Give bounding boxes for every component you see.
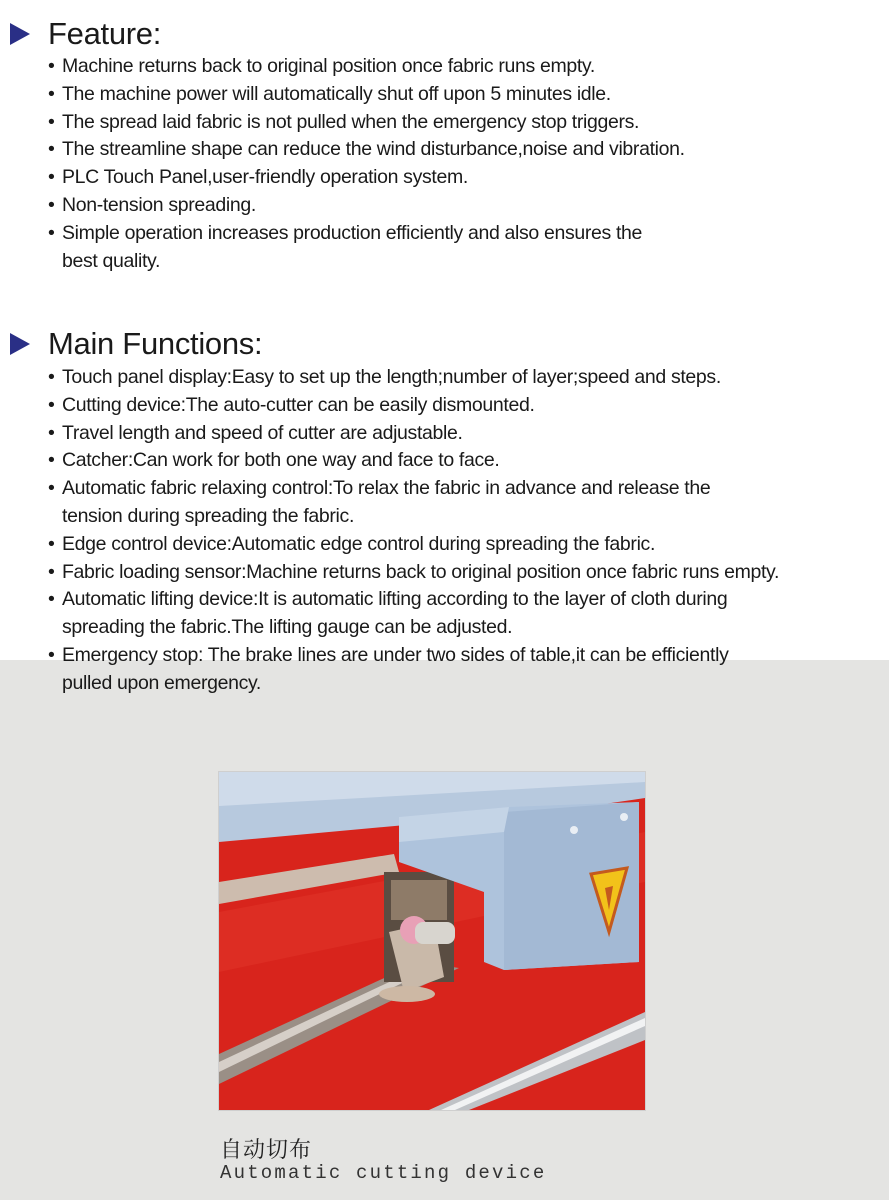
list-item: [48, 53, 883, 81]
bullet-dot-icon: •: [48, 588, 55, 611]
bullet-dot-icon: •: [48, 138, 55, 161]
list-item-text: Emergency stop: The brake lines are under two sides of table,it can be efficiently: [62, 643, 729, 666]
bullet-dot-icon: •: [48, 421, 55, 444]
list-item-text: The streamline shape can reduce the wind disturbance,noise and vibration.: [62, 138, 685, 161]
list-item: [48, 392, 883, 420]
bullet-dot-icon: •: [48, 110, 55, 133]
main-functions-heading: [10, 324, 262, 364]
list-item-text: best quality.: [62, 249, 161, 272]
photo-caption-english: Automatic cutting device: [220, 1162, 547, 1184]
list-item: [48, 447, 883, 475]
list-item-text: Fabric loading sensor:Machine returns back to original position once fabric runs empty.: [62, 560, 780, 583]
bullet-dot-icon: •: [48, 393, 55, 416]
feature-list: [48, 53, 883, 275]
list-item-text: Touch panel display:Easy to set up the length;number of layer;speed and steps.: [62, 366, 721, 388]
list-item: [48, 586, 883, 642]
list-item: [48, 531, 883, 559]
list-item: [48, 559, 883, 587]
bullet-dot-icon: •: [48, 366, 55, 388]
feature-title: Feature:: [48, 16, 162, 51]
cutting-device-photo: [218, 771, 646, 1111]
list-item-text: PLC Touch Panel,user-friendly operation system.: [62, 166, 468, 189]
list-item-text: The machine power will automatically shut off upon 5 minutes idle.: [62, 82, 611, 105]
bullet-dot-icon: •: [48, 166, 55, 189]
list-item: [48, 164, 883, 192]
list-item-text: The spread laid fabric is not pulled when the emergency stop triggers.: [62, 110, 640, 133]
list-item: [48, 364, 883, 392]
main-functions-title: Main Functions:: [48, 326, 263, 361]
list-item-text: Edge control device:Automatic edge control during spreading the fabric.: [62, 532, 656, 555]
list-item-text: Automatic fabric relaxing control:To relax the fabric in advance and release the: [62, 477, 711, 500]
list-item-text: Cutting device:The auto-cutter can be easily dismounted.: [62, 393, 535, 416]
list-item-text: Automatic lifting device:It is automatic lifting according to the layer of cloth during: [62, 588, 728, 611]
list-item-text: spreading the fabric.The lifting gauge can be adjusted.: [62, 616, 513, 639]
bullet-dot-icon: •: [48, 449, 55, 472]
list-item: [48, 420, 883, 448]
list-item: [48, 136, 883, 164]
bullet-dot-icon: •: [48, 82, 55, 105]
bullet-dot-icon: •: [48, 560, 55, 583]
list-item: [48, 81, 883, 109]
triangle-bullet-icon: [10, 333, 30, 355]
list-item-text: pulled upon emergency.: [62, 671, 261, 694]
list-item: [48, 109, 883, 137]
bullet-dot-icon: •: [48, 532, 55, 555]
triangle-bullet-icon: [10, 23, 30, 45]
bullet-dot-icon: •: [48, 193, 55, 216]
list-item-text: Catcher:Can work for both one way and face to face.: [62, 449, 500, 472]
list-item: [48, 642, 883, 698]
list-item-text: Travel length and speed of cutter are adjustable.: [62, 421, 463, 444]
list-item-text: Machine returns back to original position once fabric runs empty.: [62, 55, 595, 77]
list-item-text: Non-tension spreading.: [62, 193, 256, 216]
list-item: [48, 192, 883, 220]
feature-heading: [10, 14, 161, 54]
list-item-text: tension during spreading the fabric.: [62, 504, 355, 527]
photo-caption-chinese: 自动切布: [220, 1138, 313, 1163]
bullet-dot-icon: •: [48, 643, 55, 666]
list-item-text: Simple operation increases production efficiently and also ensures the: [62, 221, 643, 244]
bullet-dot-icon: •: [48, 221, 55, 244]
list-item: [48, 475, 883, 531]
main-functions-list: [48, 364, 883, 698]
bullet-dot-icon: •: [48, 55, 55, 77]
list-item: [48, 220, 883, 276]
bullet-dot-icon: •: [48, 477, 55, 500]
